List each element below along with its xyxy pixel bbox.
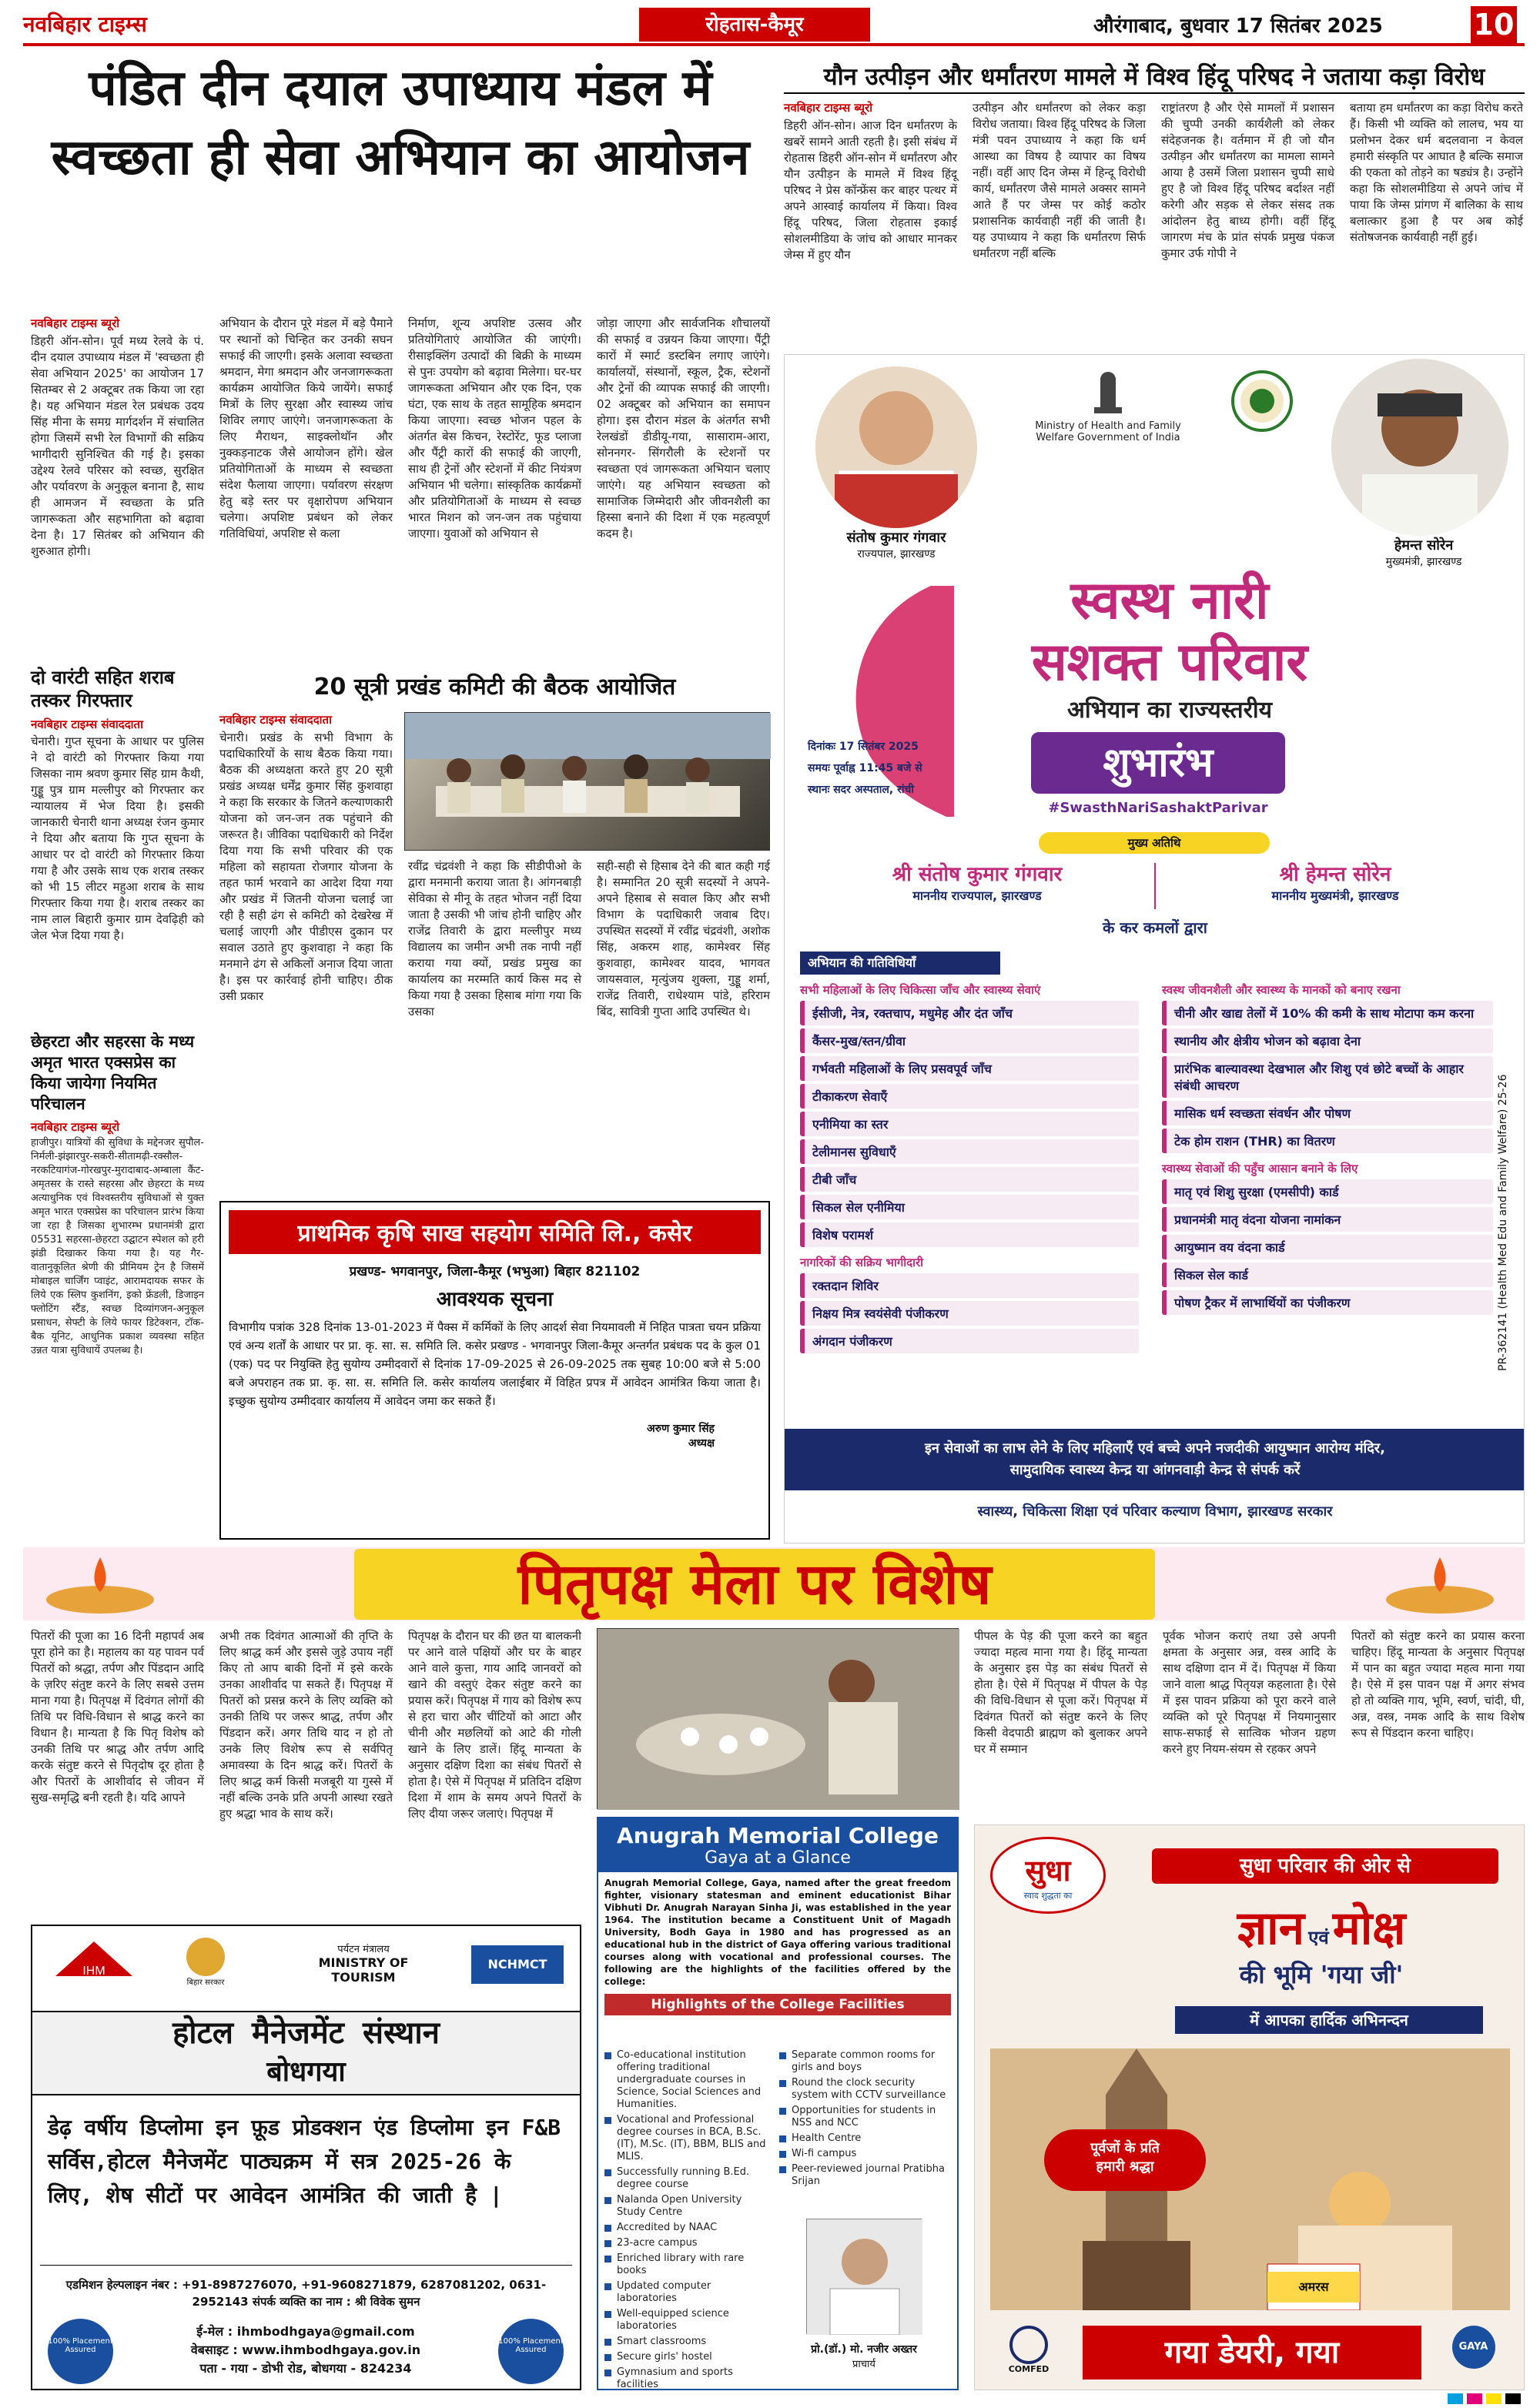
callout2: हमारी श्रद्धा	[1096, 2159, 1154, 2175]
college-title: Anugrah Memorial College	[617, 1823, 939, 1848]
committee-article	[219, 712, 770, 1043]
notice-text: विभागीय पत्रांक 328 दिनांक 13-01-2023 में पैक्स में कर्मिकों के लिए आदर्श सेवा नियमावली में निहित पात्रता चयन प्रक्रिया एवं अन्य शर्तों के आधार पर प्रा. कृ. सा. स. समिति लि. कसेर प्रखण्ड - भगवानपुर जिला-कैमूर अन्तर्गत प्रबंधक पद के कुल 01 (एक) पद पर नियुक्ति हेतु सुयोग्य उम्मीदवारों से दिनांक 17-09-2025 से 26-09-2025 तक सुबह 10:00 बजे से 5:00 बजे अपराहन तक प्रा. कृ. सा. स. समिति लि. कसेर कार्यालय जलाईबार में विहित प्रपत्र में आवेदन आमंत्रित किया जाता है। इच्छुक सुयोग्य उम्मीदवार कार्यालय में आवेदन जमा कर सकते हैं।	[229, 1320, 761, 1408]
tourism-ministry-logo	[286, 1941, 440, 1985]
cm-role: मुख्यमंत्री, झारखण्ड	[1385, 556, 1462, 568]
governor-name: संतोष कुमार गंगवार	[846, 530, 946, 546]
launch-badge: शुभारंभ	[1031, 732, 1285, 794]
vhp-headline: यौन उत्पीड़न और धर्मांतरण मामले में विश्व हिंदू परिषद ने जताया कड़ा विरोध	[784, 62, 1525, 94]
vhp-byline: नवबिहार टाइम्स ब्यूरो	[784, 101, 873, 115]
sudha-callout	[1044, 2129, 1206, 2191]
main-byline: नवबिहार टाइम्स ब्यूरो	[31, 316, 120, 330]
activity-item: एनीमिया का स्तर	[800, 1112, 1139, 1136]
notice-signatory: अरुण कुमार सिंह	[647, 1423, 715, 1435]
pitripaksha-banner: पितृपक्ष मेला पर विशेष	[354, 1549, 1155, 1620]
notice-address: प्रखण्ड- भगवानपुर, जिला-कैमूर (भभुआ) बिहार 821102	[349, 1264, 641, 1279]
sudha-brand: सुधा	[1025, 1854, 1071, 1888]
national-emblem-icon	[1085, 370, 1131, 416]
word-moksh: मोक्ष	[1332, 1901, 1406, 1955]
guest2	[1166, 859, 1505, 904]
citizen-item: रक्तदान शिविर	[800, 1273, 1139, 1298]
pacs-notice	[219, 1201, 770, 1540]
event-details	[808, 736, 1023, 801]
pitri-col6: पितरों को संतुष्ट करने का प्रयास करना चाहिए। हिंदू मान्यता के अनुसार पितृपक्ष में पान का बहुत ज्यादा महत्व माना गया है। ऐसे में इस पावन पक्ष में अगर संभव हो तो व्यक्ति गाय, भूमि, स्वर्ण, चांदी, घी, अन्न, वस्त्र, नमक आदि के साथ विशेष रूप से पिंडदान करना चाहिए।	[1351, 1629, 1525, 1740]
college-right-list	[779, 2049, 952, 2191]
dateline: औरंगाबाद, बुधवार 17 सितंबर 2025	[1093, 15, 1383, 38]
pitri-col1: पितरों की पूजा का 16 दिनी महापर्व अब पूरा होने का है। महालय का यह पावन पर्व पितरों को श्रद्धा, तर्पण और पिंडदान आदि के ज़रिए संतुष्ट करने के लिए सबसे उत्तम माना गया है। पितृपक्ष में दिवंगत लोगों की तिथि पर विधि-विधान से श्राद्ध करने का विधान है। मान्यता है कि पितृ विशेष को उनकी तिथि पर श्राद्ध और तर्पण आदि करके संतुष्ट करने से पितृदोष दूर होता है और पितरों के आशीर्वाद से जीवन में सुख-समृद्धि बनी रहती है। यदि आपने	[31, 1629, 204, 1804]
region-label: रोहतास-कैमूर	[639, 8, 870, 42]
ihm-logo-icon	[48, 1938, 140, 1984]
amras-product: अमरस	[1267, 2272, 1360, 2303]
sudha-line4: में आपका हार्दिक अभिनन्दन	[1175, 2006, 1483, 2034]
ministry-hi: पर्यटन मंत्रालय	[337, 1944, 390, 1955]
lifestyle-item: चीनी और खाद्य तेलों में 10% की कमी के साथ मोटापा कम करना	[1162, 1001, 1493, 1025]
pitri-col3: पितृपक्ष के दौरान घर की छत या बालकनी पर आने वाले पक्षियों और घर के बाहर आने वाले कुत्ता, गाय आदि जानवरों को खाने की वस्तुएं देकर संतुष्ट करने का प्रयास करें। पितृपक्ष में गाय को विशेष रूप से हरा चारा और चींटियों को आटा और चीनी और मछलियों को आटे की गोली खाने के लिए डालें। हिंदू मान्यता के अनुसार दक्षिण दिशा का संबंध पितरों से होता है। ऐसे में पितृपक्ष में प्रतिदिन दक्षिण दिशा में शाम के समय अपने पितरों के लिए दीया जरूर जलाएं। पितृपक्ष में	[408, 1629, 581, 1821]
college-intro: Anugrah Memorial College, Gaya, named after the great freedom fighter, visionary statesman and eminent educationist Bihar Vibhuti Dr. Anugrah Narayan Sinha Ji, was established in the year 1964. The institution became a Constituent Unit of Magadh University, Bodh Gaya in 1980 and has progressed as an educational hub in the district of Gaya offering various traditional courses along with vocational and professional courses. The following are the highlights of the facilities offered by the college:	[604, 1878, 951, 1987]
committee-col3: सही-सही से हिसाब देने की बात कही गई है। सम्मानित 20 सूत्री सदस्यों ने अपने-अपने हिसाब से सवाल किए और सभी विभाग के पदाधिकारी जवाब दिए। उपस्थित सदस्यों में रवींद्र चंद्रवंशी, अशोक सिंह, अकरम शाह, कामेश्वर सिंह कुशवाहा, कामेश्वर यादव, भागवत जायसवाल, मृत्युंजय शुक्ला, गुड्डू शर्मा, राजेंद्र तिवारी, राधेश्याम पांडे, हरिराम बिंद, सावित्री गुप्ता आदि उपस्थित थे।	[597, 859, 770, 1018]
title-line1: स्वस्थ नारी	[1070, 570, 1269, 631]
college-facility: Well-equipped science laboratories	[604, 2308, 770, 2333]
college-facility: Peer-reviewed journal Pratibha Srijan	[779, 2163, 952, 2188]
ihm-logo-text: IHM	[82, 1965, 105, 1978]
activity-item: ईसीजी, नेत्र, रक्तचाप, मधुमेह और दंत जाँच	[800, 1001, 1139, 1025]
main-col3: निर्माण, शून्य अपशिष्ट उत्सव और प्रतियोगिताएं आयोजित की जाएंगी। रीसाइक्लिंग उत्पादों की बिक्री के माध्यम से पुनः उपयोग को बढ़ावा मिलेगा। घर-घर जागरूकता अभियान और एक दिन, एक घंटा, एक साथ के तहत सामूहिक श्रमदान किया जाएगा। स्वच्छ भोजन पहल के अंतर्गत बेस किचन, रेस्टोरेंट, फूड प्लाजा और पैंट्री कारों की सफाई की जाएगी, साथ ही ट्रेनों और स्टेशनों में कीट नियंत्रण अभियान भी चलेगा। सांस्कृतिक कार्यक्रमों और प्रतियोगिताओं के माध्यम से स्वच्छ भारत मिशन को जन-जन तक पहुंचाया जाएगा। युवाओं को अभियान से	[408, 316, 581, 540]
hotel-helpline: एडमिशन हेल्पलाइन नंबर : +91-8987276070, +91-9608271879, 6287081202, 0631-2952143 संपर्क व्यक्ति का नाम : श्री विवेक सुमन	[65, 2278, 547, 2309]
ministry-en: MINISTRY OF TOURISM	[318, 1955, 409, 1985]
vhp-col3: राष्ट्रांतरण है और ऐसे मामलों में प्रशासन की चुप्पी उनकी कार्यशैली को लेकर संदेहजनक है। वर्तमान में ही जो यौन उत्पीड़न और धर्मांतरण का मामला सामने आया है उसमें जिला प्रशासन चुप्पी साधे हुए है जो विश्व हिंदू परिषद बर्दाश्त नहीं करेगी और सड़क से लेकर संसद तक आंदोलन हेतु बाध्य होगी। वहीं हिंदू जागरण मंच के प्रांत संपर्क प्रमुख पंकज कुमार उर्फ गोपी ने	[1161, 101, 1334, 260]
guest1-role: माननीय राज्यपाल, झारखण्ड	[912, 888, 1042, 903]
event-date: दिनांकः 17 सितंबर 2025	[808, 741, 919, 753]
sudha-tag: स्वाद शुद्धता का	[1023, 1891, 1073, 1901]
gaya-dairy-footer: गया डेयरी, गया	[1083, 2326, 1421, 2380]
reach-item: मातृ एवं शिशु सुरक्षा (एमसीपी) कार्ड	[1162, 1179, 1493, 1204]
title-line2: सशक्त परिवार	[1031, 632, 1308, 693]
left-section-title: सभी महिलाओं के लिए चिकित्सा जाँच और स्वास्थ्य सेवाएं	[800, 983, 1041, 997]
cm-portrait	[1331, 359, 1508, 536]
hotel-management-ad	[31, 1925, 581, 2390]
hashtag: #SwasthNariSashaktParivar	[1048, 800, 1268, 816]
callout1: पूर्वजों के प्रति	[1090, 2140, 1160, 2156]
comfed-text: COMFED	[1008, 2364, 1050, 2374]
liquor-byline: नवबिहार टाइम्स संवाददाता	[31, 717, 143, 731]
pinddan-photo	[597, 1628, 959, 1809]
campaign-title	[954, 570, 1385, 727]
bihar-logo-text: बिहार सरकार	[186, 1978, 225, 1987]
hotel-title-box	[32, 2011, 580, 2095]
guest1	[808, 859, 1147, 904]
page-header	[23, 6, 1525, 46]
college-left-items	[604, 2049, 770, 2391]
college-facility: Round the clock security system with CCTV surveillance	[779, 2077, 952, 2102]
gaya-logo-text: GAYA	[1452, 2326, 1495, 2369]
highlights-label: Highlights of the College Facilities	[604, 1994, 951, 2015]
activity-item: गर्भवती महिलाओं के लिए प्रसवपूर्व जाँच	[800, 1056, 1139, 1081]
lifestyle-item: मासिक धर्म स्वच्छता संवर्धन और पोषण	[1162, 1101, 1493, 1125]
cm-caption	[1339, 536, 1508, 569]
pitri-col4: पीपल के पेड़ की पूजा करने का बहुत ज्यादा महत्व माना गया है। हिंदू मान्यता के अनुसार इस पेड़ का संबंध पितरों से होता है। ऐसे में पितृपक्ष में पीपल के पेड़ की विधि-विधान से पूजा करें। पितृपक्ष में दिवंगत पितरों को संतुष्ट करने के लिए किसी वेदपाठी ब्राह्मण को बुलाकर अपने घर में सम्मान	[974, 1629, 1147, 1756]
college-facility: Successfully running B.Ed. degree course	[604, 2166, 770, 2191]
college-ad	[597, 1817, 959, 2390]
college-facility: Vocational and Professional degree courses in BCA, B.Sc. (IT), M.Sc. (IT), BBM, BLIS and MLIS.	[604, 2114, 770, 2163]
vhp-text1: डिहरी ऑन-सोन। आज दिन धर्मांतरण के खबरें सामने आती रहती है। इसी संबंध में रोहतास डिहरी ऑन-सोन में धर्मांतरण और यौन उत्पीड़न के मामले में विश्व हिंदू परिषद ने प्रेस कॉन्फ्रेंस कर बाहर पत्थर में अपने आस्वाई कार्यालय में किया। विश्व हिंदू परिषद, जिला रोहतास इकाई सोशलमीडिया के जांच को आधार मानकर जेम्स में हुए यौन	[784, 119, 957, 262]
activity-item: टीबी जाँच	[800, 1167, 1139, 1192]
cmyk-marks	[1448, 2393, 1525, 2403]
citizen-label: नागरिकों की सक्रिय भागीदारी	[800, 1256, 924, 1269]
main-article	[31, 316, 770, 685]
pitri-col2: अभी तक दिवंगत आत्माओं की तृप्ति के लिए श्राद्ध कर्म और इससे जुड़े उपाय नहीं किए तो आप बाकी दिनों में इसे करके उनका आशीर्वाद पा सकते हैं। पितृपक्ष में पितरों को प्रसन्न करने के लिए व्यक्ति को उनकी तिथि पर जरूर श्राद्ध, तर्पण और पिंडदान करें। अगर तिथि याद न हो तो उनके लिए विशेष रूप से सर्वपितृ अमावस्या के दिन श्राद्ध करें। पितरों के लिए श्राद्ध कर्म किसी मजबूरी या गुस्से में नहीं बल्कि उनके प्रति अपनी आस्था रखते हुए श्रद्धा भाव के साथ करें।	[219, 1629, 393, 1821]
sudha-line3: की भूमि 'गया जी'	[1239, 1960, 1404, 1989]
main-col4: जोड़ा जाएगा और सार्वजनिक शौचालयों की सफाई व उन्नयन किया जाएगा। पैंट्री कारों में स्मार्ट डस्टबिन लगाए जाएंगे। कार्यालयों, संस्थानों, स्कूल, ट्रैक, स्टेशनों और ट्रेनों की व्यापक सफाई की जाएगी। 02 अक्टूबर को अभियान का समापन होगा। इस दौरान मंडल के अंतर्गत सभी रेलखंडों डीडीयू-गया, सासाराम-आरा, सोननगर- सिंगरौली के स्टेशनों पर स्वच्छता एवं जागरूकता अभियान चलाए जाएंगे। यह अभियान स्वच्छता को सामाजिक जिम्मेदारी और जीवनशैली का हिस्सा बनाने की दिशा में एक महत्वपूर्ण कदम है।	[597, 316, 770, 540]
vhp-col4: बताया हम धर्मांतरण का कड़ा विरोध करते हैं। किसी भी व्यक्ति को लालच, भय या प्रलोभन देकर धर्म बदलवाना न केवल हमारी संस्कृति पर आघात है बल्कि समाज की एकता को तोड़ने का षड्यंत्र है। उन्होंने कहा कि सोशलमीडिया से अपने जांच में पाया कि जेम्स प्रांगण में बालिका के साथ बलात्कार हुआ है पर अब कोई संतोषजनक कार्यवाही नहीं हुई।	[1350, 101, 1523, 244]
main-headline-line1: पंडित दीन दयाल उपाध्याय मंडल में	[89, 60, 712, 117]
hotel-address: पता - गया - डोभी रोड, बोधगया - 824234	[199, 2361, 412, 2376]
guest2-name: श्री हेमन्त सोरेन	[1279, 863, 1391, 886]
right-activities	[1162, 982, 1493, 1318]
footer-line1: इन सेवाओं का लाभ लेने के लिए महिलाएँ एवं बच्चे अपने नजदीकी आयुष्मान आरोग्य मंदिर,	[925, 1440, 1385, 1457]
activity-item: टेलीमानस सुविधाएँ	[800, 1139, 1139, 1164]
liquor-headline: दो वारंटी सहित शराब तस्कर गिरफ्तार	[31, 667, 175, 711]
hotel-body: डेढ़ वर्षीय डिप्लोमा इन फ़ूड प्रोडक्शन एंड डिप्लोमा इन F&B सर्विस,होटल मैनेजमेंट पाठ्यक्रम में सत्र 2025-26 के लिए, शेष सीटों पर आवेदन आमंत्रित की जाती है |	[48, 2115, 561, 2208]
guest1-name: श्री संतोष कुमार गंगवार	[892, 863, 1063, 886]
notice-signature	[229, 1421, 761, 1450]
placement-seal-left: 100% Placement Assured	[48, 2319, 113, 2384]
lifestyle-item: प्रारंभिक बाल्यावस्था देखभाल और शिशु एवं छोटे बच्चों के आहार संबंधी आचरण	[1162, 1056, 1493, 1098]
hotel-divider	[40, 2265, 572, 2266]
college-header	[598, 1818, 957, 1872]
ministry-label: Ministry of Health and Family Welfare Government of India	[1035, 420, 1181, 443]
word-evam: एवं	[1308, 1927, 1329, 1948]
college-facility: Co-educational institution offering traditional undergraduate courses in Science, Social Sciences and Humanities.	[604, 2049, 770, 2111]
college-facility: Separate common rooms for girls and boys	[779, 2049, 952, 2074]
bihar-logo	[171, 1938, 240, 1992]
activity-item: कैंसर-मुख/स्तन/ग्रीवा	[800, 1028, 1139, 1053]
college-facility: Nalanda Open University Study Centre	[604, 2194, 770, 2219]
citizen-item: निक्षय मित्र स्वयंसेवी पंजीकरण	[800, 1301, 1139, 1326]
activity-item: सिकल सेल एनीमिया	[800, 1195, 1139, 1219]
main-text1: डिहरी ऑन-सोन। पूर्व मध्य रेलवे के पं. दीन दयाल उपाध्याय मंडल में 'स्वच्छता ही सेवा अभियान 2025' का आयोजन 17 सितम्बर से 2 अक्टूबर तक किया जा रहा है। यह अभियान मंडल रेल प्रबंधक उदय सिंह मीना के समग्र मार्गदर्शन में संचालित होगा जिसमें सभी रेल विभागों की सक्रिय भागीदारी सुनिश्चित की गई है। इसका उद्देश्य रेलवे परिसर को स्वच्छ, सुरक्षित और पर्यावरण के अनुकूल बनाना है, साथ ही आमजन में स्वच्छता के प्रति जागरूकता और सहभागिता को बढ़ावा देना है। 17 सितंबर को अभियान की शुरुआत होगी।	[31, 334, 204, 558]
principal-caption	[775, 2342, 952, 2370]
vhp-col1	[784, 100, 957, 263]
college-facility: Smart classrooms	[604, 2336, 770, 2348]
sudha-line1: सुधा परिवार की ओर से	[1152, 1848, 1498, 1884]
activities-label: अभियान की गतिविधियाँ	[800, 951, 1000, 975]
chief-guest-label: मुख्य अतिथि	[1039, 832, 1270, 854]
reach-label: स्वास्थ्य सेवाओं की पहुँच आसान बनाने के लिए	[1162, 1162, 1358, 1176]
governor-portrait	[815, 366, 977, 528]
hotel-contacts	[148, 2323, 464, 2378]
left-items-list	[800, 1001, 1139, 1247]
main-headline	[31, 54, 770, 192]
hotel-title1: होटल मैनेजमेंट संस्थान	[172, 2015, 440, 2051]
right-section-title: स्वस्थ जीवनशैली और स्वास्थ्य के मानकों को बनाए रखना	[1162, 983, 1401, 997]
comfed-logo	[990, 2326, 1067, 2380]
liquor-article	[31, 666, 204, 944]
notice-designation: अध्यक्ष	[688, 1437, 715, 1450]
left-activities	[800, 982, 1139, 1356]
principal-name: प्रो.(डॉ.) मो. नजीर अख्तर	[811, 2343, 917, 2356]
college-facility: Gymnasium and sports facilities	[604, 2366, 770, 2391]
notice-subtitle: आवश्यक सूचना	[436, 1288, 554, 1311]
notice-title: प्राथमिक कृषि साख सहयोग समिति लि., कसेर	[229, 1210, 761, 1254]
college-facility: Secure girls' hostel	[604, 2351, 770, 2363]
college-facility: Wi-fi campus	[779, 2148, 952, 2160]
sudha-logo	[990, 1837, 1106, 1914]
college-facility: Updated computer laboratories	[604, 2280, 770, 2305]
vhp-col2: उत्पीड़न और धर्मांतरण को लेकर कड़ा विरोध जताया। विश्व हिंदू परिषद के जिला मंत्री पवन उपाध्याय ने कहा कि धर्म आस्था का विषय है व्यापार का विषय नहीं। वहीं आए दिन जेम्स में हिन्दू विरोधी कार्य, धर्मांतरण जैसे मामले अक्सर सामने आते हैं पर जेम्स पर कोई कठोर प्रशासनिक कार्यवाही नहीं की जाती है। यह उपाध्याय ने कहा कि धर्मांतरण सिर्फ धर्मांतरण नहीं बल्कि	[973, 101, 1146, 260]
college-subtitle: Gaya at a Glance	[705, 1848, 851, 1868]
gaya-logo	[1437, 2326, 1510, 2380]
main-headline-line2: स्वच्छता ही सेवा अभियान का आयोजन	[51, 129, 750, 186]
hotel-title2: बोधगया	[266, 2056, 346, 2088]
committee-text1: चेनारी। प्रखंड के सभी विभाग के पदाधिकारियों के साथ बैठक किया गया। बैठक की अध्यक्षता करते हुए 20 सूत्री प्रखंड अध्यक्ष धर्मेंद्र कुमार सिंह कुशवाहा ने कहा कि सरकार के जितने कल्याणकारी योजना को जन-जन तक पहुंचाने की जरूरत है। जीविका पदाधिकारी को निर्देश दिया गया कि सभी परिवार की एक महिला को सहायता रोजगार योजना के तहत फार्म भरवाने का आदेश दिया गया और प्रखंड में जितनी योजना चलाई जा रही है सही ढंग से कमिटी को देखरेख में चलाई जाएगी और पीडीएस दुकान पर सवाल उठाते हुए कुशवाहा ने कहा कि मनमाने ढंग से अकिलों अनाज दिया जाता है। इस पर कार्रवाई होनी चाहिए। ठीक उसी प्रकार	[219, 731, 393, 1003]
train-text: हाजीपुर। यात्रियों की सुविधा के मद्देनजर सुपौल-निर्मली-झंझारपुर-सकरी-सीतामढ़ी-रक्सौल-नरकटियागंज-गोरखपुर-मुरादाबाद-अम्बाला कैंट-अमृतसर के रास्ते सहरसा और छेहरटा के मध्य अत्याधुनिक एवं विश्वस्तरीय सुविधाओं से युक्त अमृत भारत एक्सप्रेस का परिचालन प्रारंभ किया जा रहा है जिसका शुभारम्भ प्रधानमंत्री द्वारा 05531 सहरसा-छेहरटा उद्घाटन स्पेशल को हरी झंडी दिखाकर किया गया है। यह गैर-वातानुकूलित श्रेणी की प्रीमियम ट्रेन है जिसमें मोबाइल चार्जिंग प्वाइंट, आरामदायक सफर के लिये एक स्लिप कुशनिंग, इको फ्रेंडली, डिजाइन फ्लोटिंग स्टैंड, स्वच्छ दिव्यांगजन-अनुकूल प्रसाधन, सेफ्टी के लिये फायर डिटेक्शन, टॉक-बैक यूनिट, आधुनिक प्रकाश व्यवस्था सहित उन्नत यात्रा सुविधायें उपलब्ध है।	[31, 1137, 204, 1356]
jharkhand-seal-icon	[1231, 370, 1293, 432]
title-line3: अभियान का राज्यस्तरीय	[1066, 697, 1273, 724]
nchmct-logo: NCHMCT	[471, 1945, 564, 1984]
train-headline: छेहरटा और सहरसा के मध्य अमृत भारत एक्सप्रेस का किया जायेगा नियमित परिचालन	[31, 1032, 195, 1113]
reach-item: सिकल सेल कार्ड	[1162, 1263, 1493, 1287]
liquor-text: चेनारी। गुप्त सूचना के आधार पर पुलिस ने दो वारंटी को गिरफ्तार किया गया जिसका नाम श्रवण कुमार सिंह ग्राम कैथी, गुड्डू पुत्र ग्राम मल्लीपुर को गिरफ्तार कर न्यायालय में भेज दिया है। इसकी जानकारी चेनारी थाना अध्यक्ष रंजन कुमार ने दिया और बताया कि गुप्त सूचना के आधार पर दो वारंटी को गिरफ्तार किया गया है और उसके साथ एक शराब तस्कर को भी 15 लीटर महुआ शराब के साथ गिरफ्तार किया गया है। शराब तस्कर का नाम लाल बिहारी कुमार ग्राम देवढ़िही को जेल भेज दिया गया है।	[31, 734, 204, 942]
citizen-item: अंगदान पंजीकरण	[800, 1329, 1139, 1353]
paper-name: नवबिहार टाइम्स	[23, 12, 147, 37]
by-hands: के कर कमलों द्वारा	[1103, 918, 1207, 937]
diya-icon-right	[1371, 1550, 1509, 1619]
college-facility: 23-acre campus	[604, 2237, 770, 2249]
college-facility: Opportunities for students in NSS and NCC	[779, 2105, 952, 2129]
department-label: स्वास्थ्य, चिकित्सा शिक्षा एवं परिवार कल्याण विभाग, झारखण्ड सरकार	[977, 1503, 1333, 1520]
college-right-items	[779, 2049, 952, 2188]
sudha-dairy-ad	[974, 1824, 1525, 2390]
college-facility: Accredited by NAAC	[604, 2222, 770, 2234]
train-article	[31, 1032, 204, 1358]
guest2-role: माननीय मुख्यमंत्री, झारखण्ड	[1271, 888, 1399, 903]
train-byline: नवबिहार टाइम्स ब्यूरो	[31, 1120, 120, 1134]
word-gyan: ज्ञान	[1237, 1901, 1305, 1955]
reach-item: पोषण ट्रैकर में लाभार्थियों का पंजीकरण	[1162, 1290, 1493, 1315]
hotel-website: वेबसाइट : www.ihmbodhgaya.gov.in	[190, 2343, 421, 2357]
committee-byline: नवबिहार टाइम्स संवाददाता	[219, 713, 332, 727]
placement-seal-right: 100% Placement Assured	[498, 2319, 564, 2384]
committee-photo	[404, 712, 770, 851]
vhp-article	[784, 100, 1525, 346]
principal-photo	[806, 2219, 922, 2334]
event-time: समयः पूर्वाह्न 11:45 बजे से	[808, 762, 922, 774]
ad-footer-banner	[785, 1429, 1525, 1490]
jharkhand-health-ad	[784, 354, 1525, 1543]
pr-code-vertical	[1497, 986, 1520, 1371]
reach-items-list	[1162, 1179, 1493, 1315]
citizen-items-list	[800, 1273, 1139, 1353]
sudha-headline	[1129, 1895, 1514, 1991]
college-left-list	[604, 2049, 770, 2394]
footer-line2: सामुदायिक स्वास्थ्य केन्द्र या आंगनवाड़ी केन्द्र से संपर्क करें	[1009, 1462, 1301, 1478]
lifestyle-item: टेक होम राशन (THR) का वितरण	[1162, 1129, 1493, 1153]
principal-role: प्राचार्य	[852, 2359, 875, 2370]
event-venue: स्थानः सदर अस्पताल, रांची	[808, 784, 914, 796]
right-items-list	[1162, 1001, 1493, 1153]
reach-item: आयुष्मान वय वंदना कार्ड	[1162, 1235, 1493, 1259]
diya-icon-left	[31, 1550, 169, 1619]
college-facility: Enriched library with rare books	[604, 2252, 770, 2277]
pitri-col5: पूर्वक भोजन कराएं तथा उसे अपनी क्षमता के अनुसार अन्न, वस्त्र आदि के साथ दक्षिणा दान में दें। पितृपक्ष में किया जाने वाला श्राद्ध पितृयज्ञ कहलाता है। ऐसे में इस पावन प्रक्रिया को पूरा करने वाले व्यक्ति को पूरे पितृपक्ष में नियमानुसार साफ-सफाई से सात्विक भोजन ग्रहण करने हुए नियम-संयम से रहकर अपने	[1163, 1629, 1336, 1756]
reach-item: प्रधानमंत्री मातृ वंदना योजना नामांकन	[1162, 1207, 1493, 1232]
committee-col2: रवींद्र चंद्रवंशी ने कहा कि सीडीपीओ के द्वारा मनमानी कराया जाता है। आंगनबाड़ी सेविका से मीनू के तहत भोजन नहीं दिया जाता है उसकी भी जांच होनी चाहिए और राजेंद्र तिवारी के द्वारा मल्लीपुर मध्य विद्यालय का जमीन अभी तक नापी नहीं कराया गया क्यों, प्रखंड प्रमुख का कार्यालय का मरम्मति कार्य किस मद से किया गया है उसका हिसाब मांगा गया कि उसका	[408, 859, 581, 1018]
activity-item: विशेष परामर्श	[800, 1222, 1139, 1247]
lifestyle-item: स्थानीय और क्षेत्रीय भोजन को बढ़ावा देना	[1162, 1028, 1493, 1053]
page-number: 10	[1471, 6, 1517, 43]
committee-headline: 20 सूत्री प्रखंड कमिटी की बैठक आयोजित	[313, 674, 676, 701]
activity-item: टीकाकरण सेवाएँ	[800, 1084, 1139, 1109]
guest-divider	[1154, 863, 1156, 909]
main-col1	[31, 316, 204, 560]
hotel-email: ई-मेल : ihmbodhgaya@gmail.com	[196, 2324, 415, 2339]
committee-col1	[219, 712, 393, 1005]
governor-role: राज्यपाल, झारखण्ड	[857, 548, 936, 560]
meeting-illustration	[405, 713, 771, 851]
cm-name: हेमन्त सोरेन	[1394, 537, 1454, 554]
college-facility: Health Centre	[779, 2132, 952, 2145]
main-col2: अभियान के दौरान पूरे मंडल में बड़े पैमाने पर स्थानों को चिन्हित कर उनकी सघन सफाई की जाएगी। इसके अलावा स्वच्छता श्रमदान, मेगा श्रमदान और जनजागरूकता कार्यक्रम आयोजित किये जायेंगे। सफाई मित्रों के लिए सुरक्षा और स्वास्थ्य जांच शिविर लगाए जाएंगे। जनजागरूकता के लिए मैराथन, साइक्लोथॉन और नुक्कड़नाटक जैसे आयोजन होंगे। खेल प्रतियोगिताओं के माध्यम से स्वच्छता संदेश फैलाया जाएगा। पर्यावरण संरक्षण हेतु बड़े स्तर पर वृक्षारोपण अभियान चलेगा। अपशिष्ट प्रबंधन को लेकर गतिविधियां, अपशिष्ट से कला	[219, 316, 393, 540]
governor-caption	[800, 528, 993, 561]
pr-code: PR-362141 (Health Med Edu and Family Welfare) 25-26	[1497, 1074, 1509, 1371]
